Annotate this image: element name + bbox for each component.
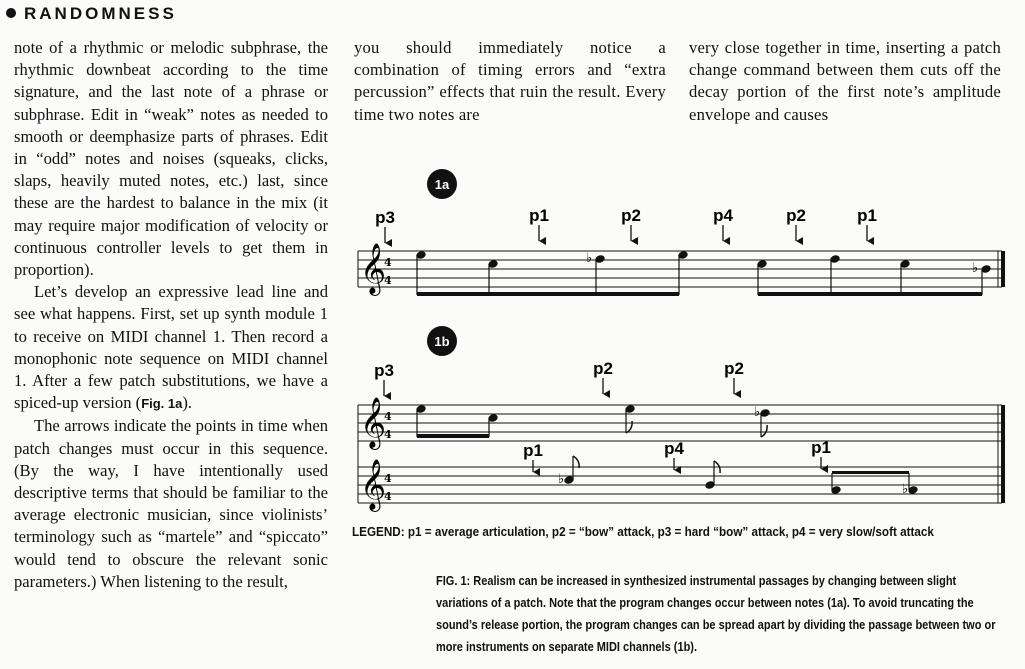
- patch-label: p3: [375, 208, 395, 227]
- figure-legend: LEGEND: p1 = average articulation, p2 = “bow” attack, p3 = hard “bow” attack, p4 = very slow/soft attack: [352, 524, 934, 539]
- patch-label: p2: [724, 359, 744, 378]
- paragraph-3: The arrows indicate the points in time when patch changes must occur in this sequence. (By the way, I have intentionally used descriptive terms that should be familiar to the average electronic musician, since violinists’ terminology such as “martele” and “spiccato” would tend to obscure the relevant sonic parameters.) When listening to the result,: [14, 416, 328, 591]
- patch-label: p3: [374, 361, 394, 380]
- patch-label: p2: [786, 206, 806, 225]
- fig-1b: [358, 326, 1003, 512]
- paragraph-2-end: ).: [182, 393, 193, 413]
- notes-1a: [415, 250, 991, 274]
- treble-clef-icon: 𝄞: [360, 243, 387, 294]
- text-column-2: you should immediately notice a combination of timing errors and “extra percussion” effects that ruin the result. Every time two notes are: [354, 38, 666, 124]
- patch-labels-1a: [375, 206, 877, 227]
- flat-icon: ♭: [754, 405, 761, 420]
- beams-1a: [417, 292, 982, 296]
- flat-icon: ♭: [902, 482, 909, 497]
- patch-label: p2: [593, 359, 613, 378]
- fig-1a: [358, 169, 1003, 296]
- figure-reference: Fig. 1a: [141, 396, 183, 412]
- beam: [832, 471, 909, 474]
- patch-label: p1: [523, 441, 543, 460]
- flat-icon: ♭: [972, 261, 979, 276]
- patch-labels-1b: [374, 359, 831, 460]
- flat-icon: ♭: [558, 472, 565, 487]
- patch-label: p4: [664, 439, 684, 458]
- flags-1b-lower: [573, 456, 720, 473]
- bullet-icon: [6, 8, 16, 18]
- paragraph-1: note of a rhythmic or melodic subphrase, the rhythmic downbeat according to the time signature, and the last note of a phrase or subphrase. Edit in “weak” notes as needed to smooth or deemphasize parts of phrases. Edit in “odd” notes and noises (squeaks, clicks, slaps, heavily muted notes, etc.) last, since these are the hardest to balance in the mix (it may require major modification of velocity or continuous controller levels to get them in proportion).: [14, 38, 328, 280]
- section-title: RANDOMNESS: [24, 4, 177, 23]
- paragraph-2-text: Let’s develop an expressive lead line and see what happens. First, set up synth module 1 to receive on MIDI channel 1. Then record a monophonic note sequence on MIDI channel 1. After a few patch substitutions, we have a spiced-up version (: [14, 282, 328, 413]
- paragraph-2: [14, 281, 328, 415]
- arrows-1a: [385, 225, 867, 243]
- badge-1b-label: 1b: [434, 334, 450, 349]
- svg-text:4: 4: [384, 256, 392, 269]
- treble-clef-icon: 𝄞: [360, 397, 387, 448]
- stems-1a: [417, 255, 982, 295]
- figure-caption: FIG. 1: Realism can be increased in synthesized instrumental passages by changing between slight variations of a patch. Note that the program changes occur between notes (1a). To avoid truncating the sound’s release portion, the program changes can be spread apart by dividing the passage between two or more instruments on separate MIDI channels (1b).: [436, 574, 996, 654]
- patch-label: p1: [529, 206, 549, 225]
- flats-1a: [586, 251, 978, 276]
- patch-label: p1: [857, 206, 877, 225]
- treble-clef-icon: 𝄞: [360, 459, 387, 510]
- section-header: [6, 4, 177, 24]
- text-column-1: [14, 37, 328, 593]
- beam: [417, 434, 489, 438]
- svg-text:4: 4: [384, 410, 392, 423]
- patch-label: p1: [811, 438, 831, 457]
- svg-text:4: 4: [384, 428, 392, 441]
- text-column-3: very close together in time, inserting a patch change command between them cuts off the decay portion of the first note’s amplitude envelope and causes: [689, 38, 1001, 124]
- patch-label: p4: [713, 206, 733, 225]
- svg-text:4: 4: [384, 490, 392, 503]
- patch-label: p2: [621, 206, 641, 225]
- svg-text:4: 4: [384, 472, 392, 485]
- flat-icon: ♭: [586, 251, 593, 266]
- music-figure: [340, 165, 1010, 520]
- arrows-1b: [384, 378, 821, 472]
- badge-1a-label: 1a: [434, 177, 450, 192]
- svg-text:4: 4: [384, 274, 392, 287]
